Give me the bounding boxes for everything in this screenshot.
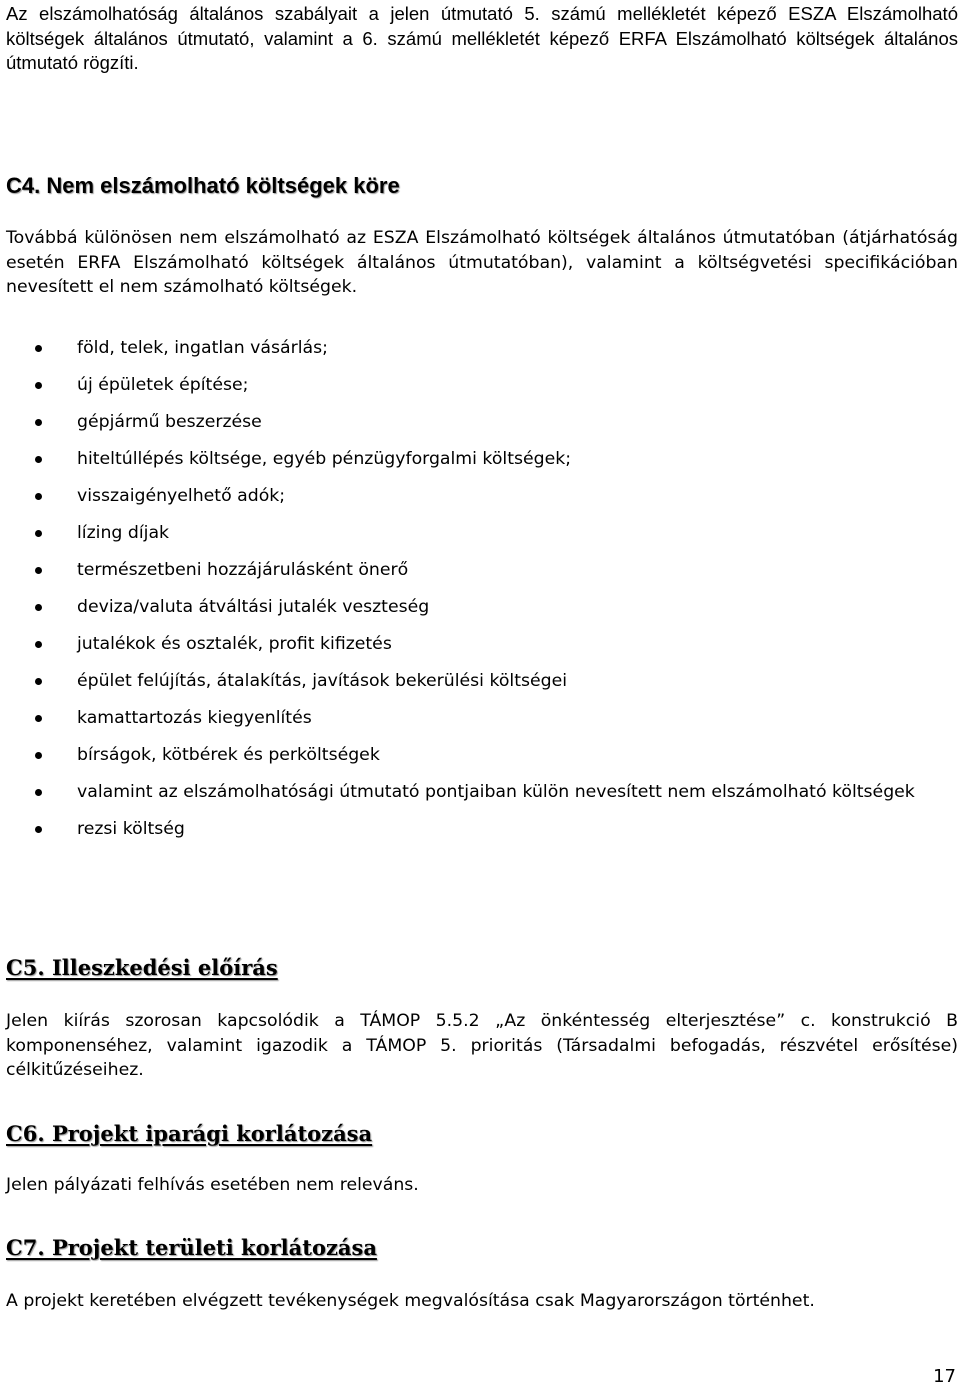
bullet-icon [35, 826, 42, 833]
section-c6-heading: C6. Projekt iparági korlátozása [6, 1121, 373, 1146]
list-item [0, 737, 960, 774]
list-item [0, 774, 960, 811]
list-item-text: épület felújítás, átalakítás, javítások bekerülési költségei [77, 671, 568, 691]
list-item-text: visszaigényelhető adók; [77, 486, 286, 506]
list-item-text: lízing díjak [77, 523, 170, 543]
section-c5-heading: C5. Illeszkedési előírás [6, 955, 278, 980]
list-item [0, 478, 960, 515]
list-item-text: rezsi költség [77, 819, 185, 839]
bullet-icon [35, 419, 42, 426]
section-c4-heading: C4. Nem elszámolható költségek köre [6, 173, 400, 198]
list-item-text: bírságok, kötbérek és perköltségek [77, 745, 380, 765]
list-item [0, 404, 960, 441]
list-item [0, 367, 960, 404]
bullet-icon [35, 678, 42, 685]
list-item-text: valamint az elszámolhatósági útmutató pontjaiban külön nevesített nem elszámolható költségek [77, 782, 915, 802]
page-number: 17 [933, 1366, 956, 1387]
bullet-icon [35, 715, 42, 722]
list-item [0, 441, 960, 478]
bullet-icon [35, 641, 42, 648]
list-item-text: hiteltúllépés költsége, egyéb pénzügyforgalmi költségek; [77, 449, 572, 469]
list-item-text: deviza/valuta átváltási jutalék veszteség [77, 597, 430, 617]
list-item-text: jutalékok és osztalék, profit kifizetés [77, 634, 392, 654]
list-item [0, 330, 960, 367]
list-item [0, 811, 960, 848]
bullet-icon [35, 752, 42, 759]
bullet-icon [35, 493, 42, 500]
list-item [0, 552, 960, 589]
list-item [0, 700, 960, 737]
list-item-text: új épületek építése; [77, 375, 249, 395]
list-item [0, 626, 960, 663]
section-c6-paragraph: Jelen pályázati felhívás esetében nem releváns. [6, 1175, 419, 1195]
list-item-text: kamattartozás kiegyenlítés [77, 708, 312, 728]
bullet-icon [35, 789, 42, 796]
section-c7-paragraph: A projekt keretében elvégzett tevékenységek megvalósítása csak Magyarországon történhet. [6, 1291, 815, 1311]
bullet-icon [35, 382, 42, 389]
list-item [0, 515, 960, 552]
list-item [0, 663, 960, 700]
non-eligible-costs-list [0, 330, 960, 848]
bullet-icon [35, 530, 42, 537]
section-c4-paragraph: Továbbá különösen nem elszámolható az ESZA Elszámolható költségek általános útmutatóban (átjárhatóság esetén ERFA Elszámolható költségek általános útmutatóban), valamint a költségvetési specifikációban nevesített el nem számolható költségek. [6, 228, 958, 297]
section-c7-heading: C7. Projekt területi korlátozása [6, 1235, 377, 1260]
bullet-icon [35, 604, 42, 611]
intro-paragraph: Az elszámolhatóság általános szabályait a jelen útmutató 5. számú mellékletét képező ESZA Elszámolható költségek általános útmutató, valamint a 6. számú mellékletét képező ERFA Elszámolható költségek általános útmutató rögzíti. [6, 3, 958, 73]
list-item-text: föld, telek, ingatlan vásárlás; [77, 338, 328, 358]
bullet-icon [35, 456, 42, 463]
section-c5-paragraph: Jelen kiírás szorosan kapcsolódik a TÁMOP 5.5.2 „Az önkéntesség elterjesztése” c. konstrukció B komponenséhez, valamint igazodik a TÁMOP 5. prioritás (Társadalmi befogadás, részvétel erősítése) célkitűzéseihez. [6, 1011, 958, 1080]
bullet-icon [35, 567, 42, 574]
list-item-text: gépjármű beszerzése [77, 412, 262, 432]
list-item [0, 589, 960, 626]
bullet-icon [35, 345, 42, 352]
list-item-text: természetbeni hozzájárulásként önerő [77, 560, 409, 580]
